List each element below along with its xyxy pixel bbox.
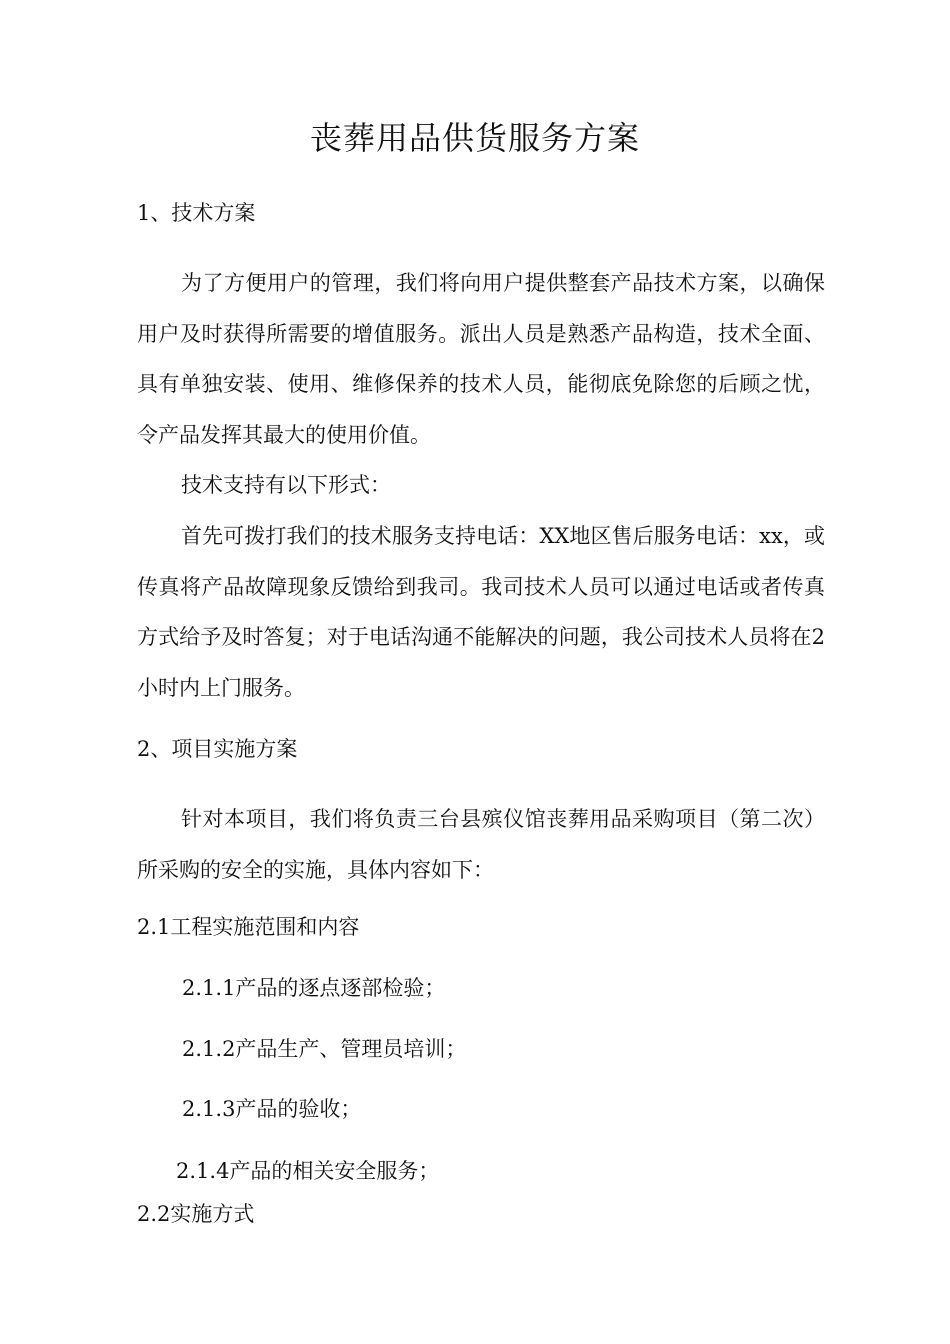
section-1-paragraph-1: 为了方便用户的管理，我们将向用户提供整套产品技术方案，以确保用户及时获得所需要的增值服务。派出人员是熟悉产品构造，技术全面、具有单独安装、使用、维修保养的技术人员，能彻底免除您的后顾之忧，令产品发挥其最大的使用价值。 <box>137 271 825 447</box>
subsection-2-1-item: 2.1.1产品的逐点逐部检验； <box>182 976 446 1000</box>
section-2-paragraph-1: 针对本项目，我们将负责三台县殡仪馆丧葬用品采购项目（第二次）所采购的安全的实施，具体内容如下： <box>137 807 825 882</box>
subsection-2-1-heading: 2.1工程实施范围和内容 <box>137 915 360 939</box>
document-title: 丧葬用品供货服务方案 <box>309 119 640 157</box>
subsection-2-1-item: 2.1.3产品的验收； <box>182 1097 362 1121</box>
subsection-2-1-item: 2.1.4产品的相关安全服务； <box>176 1159 440 1183</box>
section-1-heading: 1、技术方案 <box>137 201 256 225</box>
section-1-paragraph-3: 首先可拨打我们的技术服务支持电话：XX地区售后服务电话：xx，或传真将产品故障现象反馈给到我司。我司技术人员可以通过电话或者传真方式给予及时答复；对于电话沟通不能解决的问题，我公司技术人员将在2小时内上门服务。 <box>137 524 825 700</box>
section-2-heading: 2、项目实施方案 <box>137 737 298 761</box>
subsection-2-2-heading: 2.2实施方式 <box>137 1202 255 1226</box>
section-1-paragraph-2: 技术支持有以下形式： <box>181 473 391 497</box>
subsection-2-1-item: 2.1.2产品生产、管理员培训； <box>182 1037 467 1061</box>
